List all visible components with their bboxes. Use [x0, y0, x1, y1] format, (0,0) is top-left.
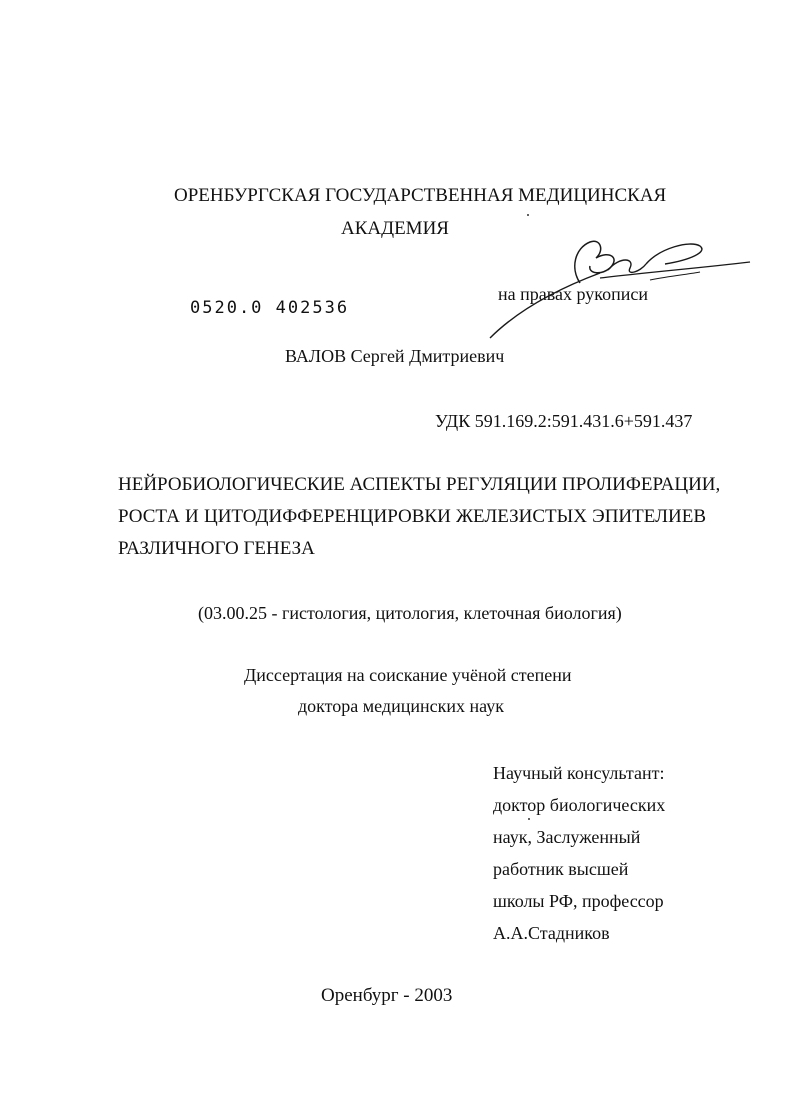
- specialty-code: (03.00.25 - гистология, цитология, клеточная биология): [198, 603, 622, 623]
- advisor-line: школы РФ, профессор: [493, 891, 664, 911]
- advisor-line: работник высшей: [493, 859, 629, 879]
- degree-statement-line1: Диссертация на соискание учёной степени: [244, 665, 572, 685]
- institution-name-line1: ОРЕНБУРГСКАЯ ГОСУДАРСТВЕННАЯ МЕДИЦИНСКАЯ: [174, 185, 667, 206]
- advisor-line: доктор биологических: [493, 795, 666, 815]
- scan-speck: [527, 214, 529, 216]
- advisor-line: Научный консультант:: [493, 763, 665, 783]
- author-name: ВАЛОВ Сергей Дмитриевич: [285, 346, 505, 366]
- advisor-name: А.А.Стадников: [493, 923, 610, 943]
- advisor-line: наук, Заслуженный: [493, 827, 641, 847]
- dissertation-title-line2: РОСТА И ЦИТОДИФФЕРЕНЦИРОВКИ ЖЕЛЕЗИСТЫХ ЭПИТЕЛИЕВ: [118, 506, 706, 527]
- udk-code: УДК 591.169.2:591.431.6+591.437: [435, 411, 693, 431]
- city-and-year: Оренбург - 2003: [321, 985, 453, 1006]
- handwritten-signature: [450, 228, 760, 348]
- registry-code: 0520.0 402536: [190, 298, 350, 318]
- manuscript-rights-note: на правах рукописи: [498, 284, 648, 304]
- scan-speck: [528, 818, 530, 820]
- degree-statement-line2: доктора медицинских наук: [298, 696, 504, 716]
- institution-name-line2: АКАДЕМИЯ: [341, 218, 449, 239]
- dissertation-title-line1: НЕЙРОБИОЛОГИЧЕСКИЕ АСПЕКТЫ РЕГУЛЯЦИИ ПРОЛИФЕРАЦИИ,: [118, 474, 721, 495]
- dissertation-title-line3: РАЗЛИЧНОГО ГЕНЕЗА: [118, 538, 315, 559]
